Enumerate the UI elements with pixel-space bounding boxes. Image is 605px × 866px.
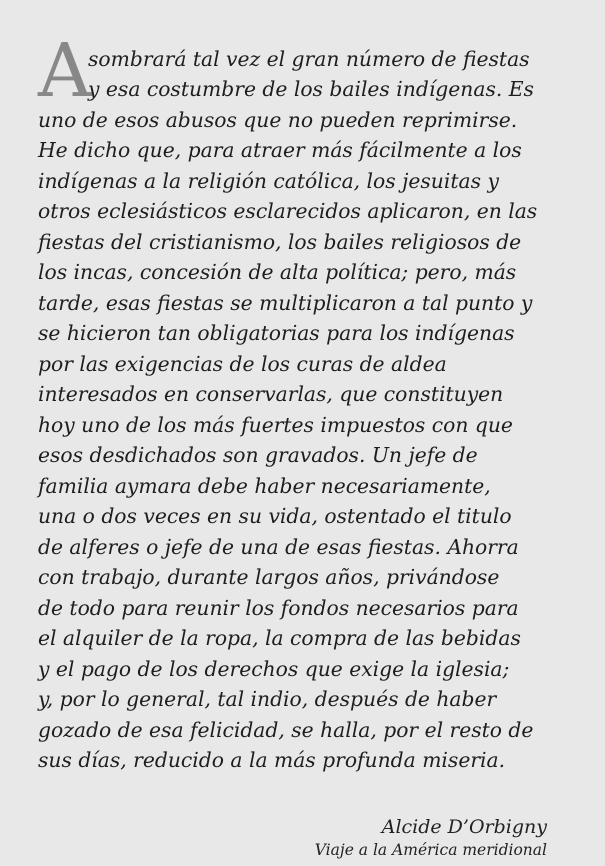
text-line: fiestas del cristianismo, los bailes religiosos de — [38, 230, 522, 254]
text-line: una o dos veces en su vida, ostentado el titulo — [38, 504, 512, 528]
text-line: indígenas a la religión católica, los jesuitas y — [38, 169, 499, 193]
drop-cap: A — [38, 28, 92, 114]
text-line: se hicieron tan obligatorias para los indígenas — [38, 321, 515, 345]
work-title: Viaje a la América meridional — [314, 841, 547, 859]
text-line: He dicho que, para atraer más fácilmente a los — [38, 138, 522, 162]
text-line: interesados en conservarlas, que constituyen — [38, 382, 504, 406]
text-line: con trabajo, durante largos años, privándose — [38, 565, 500, 589]
text-line: y el pago de los derechos que exige la iglesia; — [38, 657, 510, 681]
text-line: los incas, concesión de alta política; pero, más — [38, 260, 517, 284]
text-line: por las exigencias de los curas de aldea — [38, 352, 447, 376]
text-line: tarde, esas fiestas se multiplicaron a tal punto y — [38, 291, 533, 315]
text-line: y, por lo general, tal indio, después de haber — [38, 687, 497, 711]
text-line: uno de esos abusos que no pueden reprimirse. — [38, 108, 518, 132]
text-line: de alferes o jefe de una de esas fiestas. Ahorra — [38, 535, 519, 559]
text-line: sus días, reducido a la más profunda miseria. — [38, 748, 506, 772]
text-line: gozado de esa felicidad, se halla, por el resto de — [38, 718, 534, 742]
text-line: otros eclesiásticos esclarecidos aplicaron, en las — [38, 199, 538, 223]
text-line: y esa costumbre de los bailes indígenas. Es — [88, 77, 534, 101]
author-name: Alcide D’Orbigny — [381, 816, 547, 838]
text-line: hoy uno de los más fuertes impuestos con que — [38, 413, 513, 437]
text-line: de todo para reunir los fondos necesarios para — [38, 596, 519, 620]
text-line: esos desdichados son gravados. Un jefe de — [38, 443, 478, 467]
text-line: familia aymara debe haber necesariamente, — [38, 474, 491, 498]
text-line: el alquiler de la ropa, la compra de las bebidas — [38, 626, 521, 650]
text-line: sombrará tal vez el gran número de fiestas — [88, 47, 530, 71]
